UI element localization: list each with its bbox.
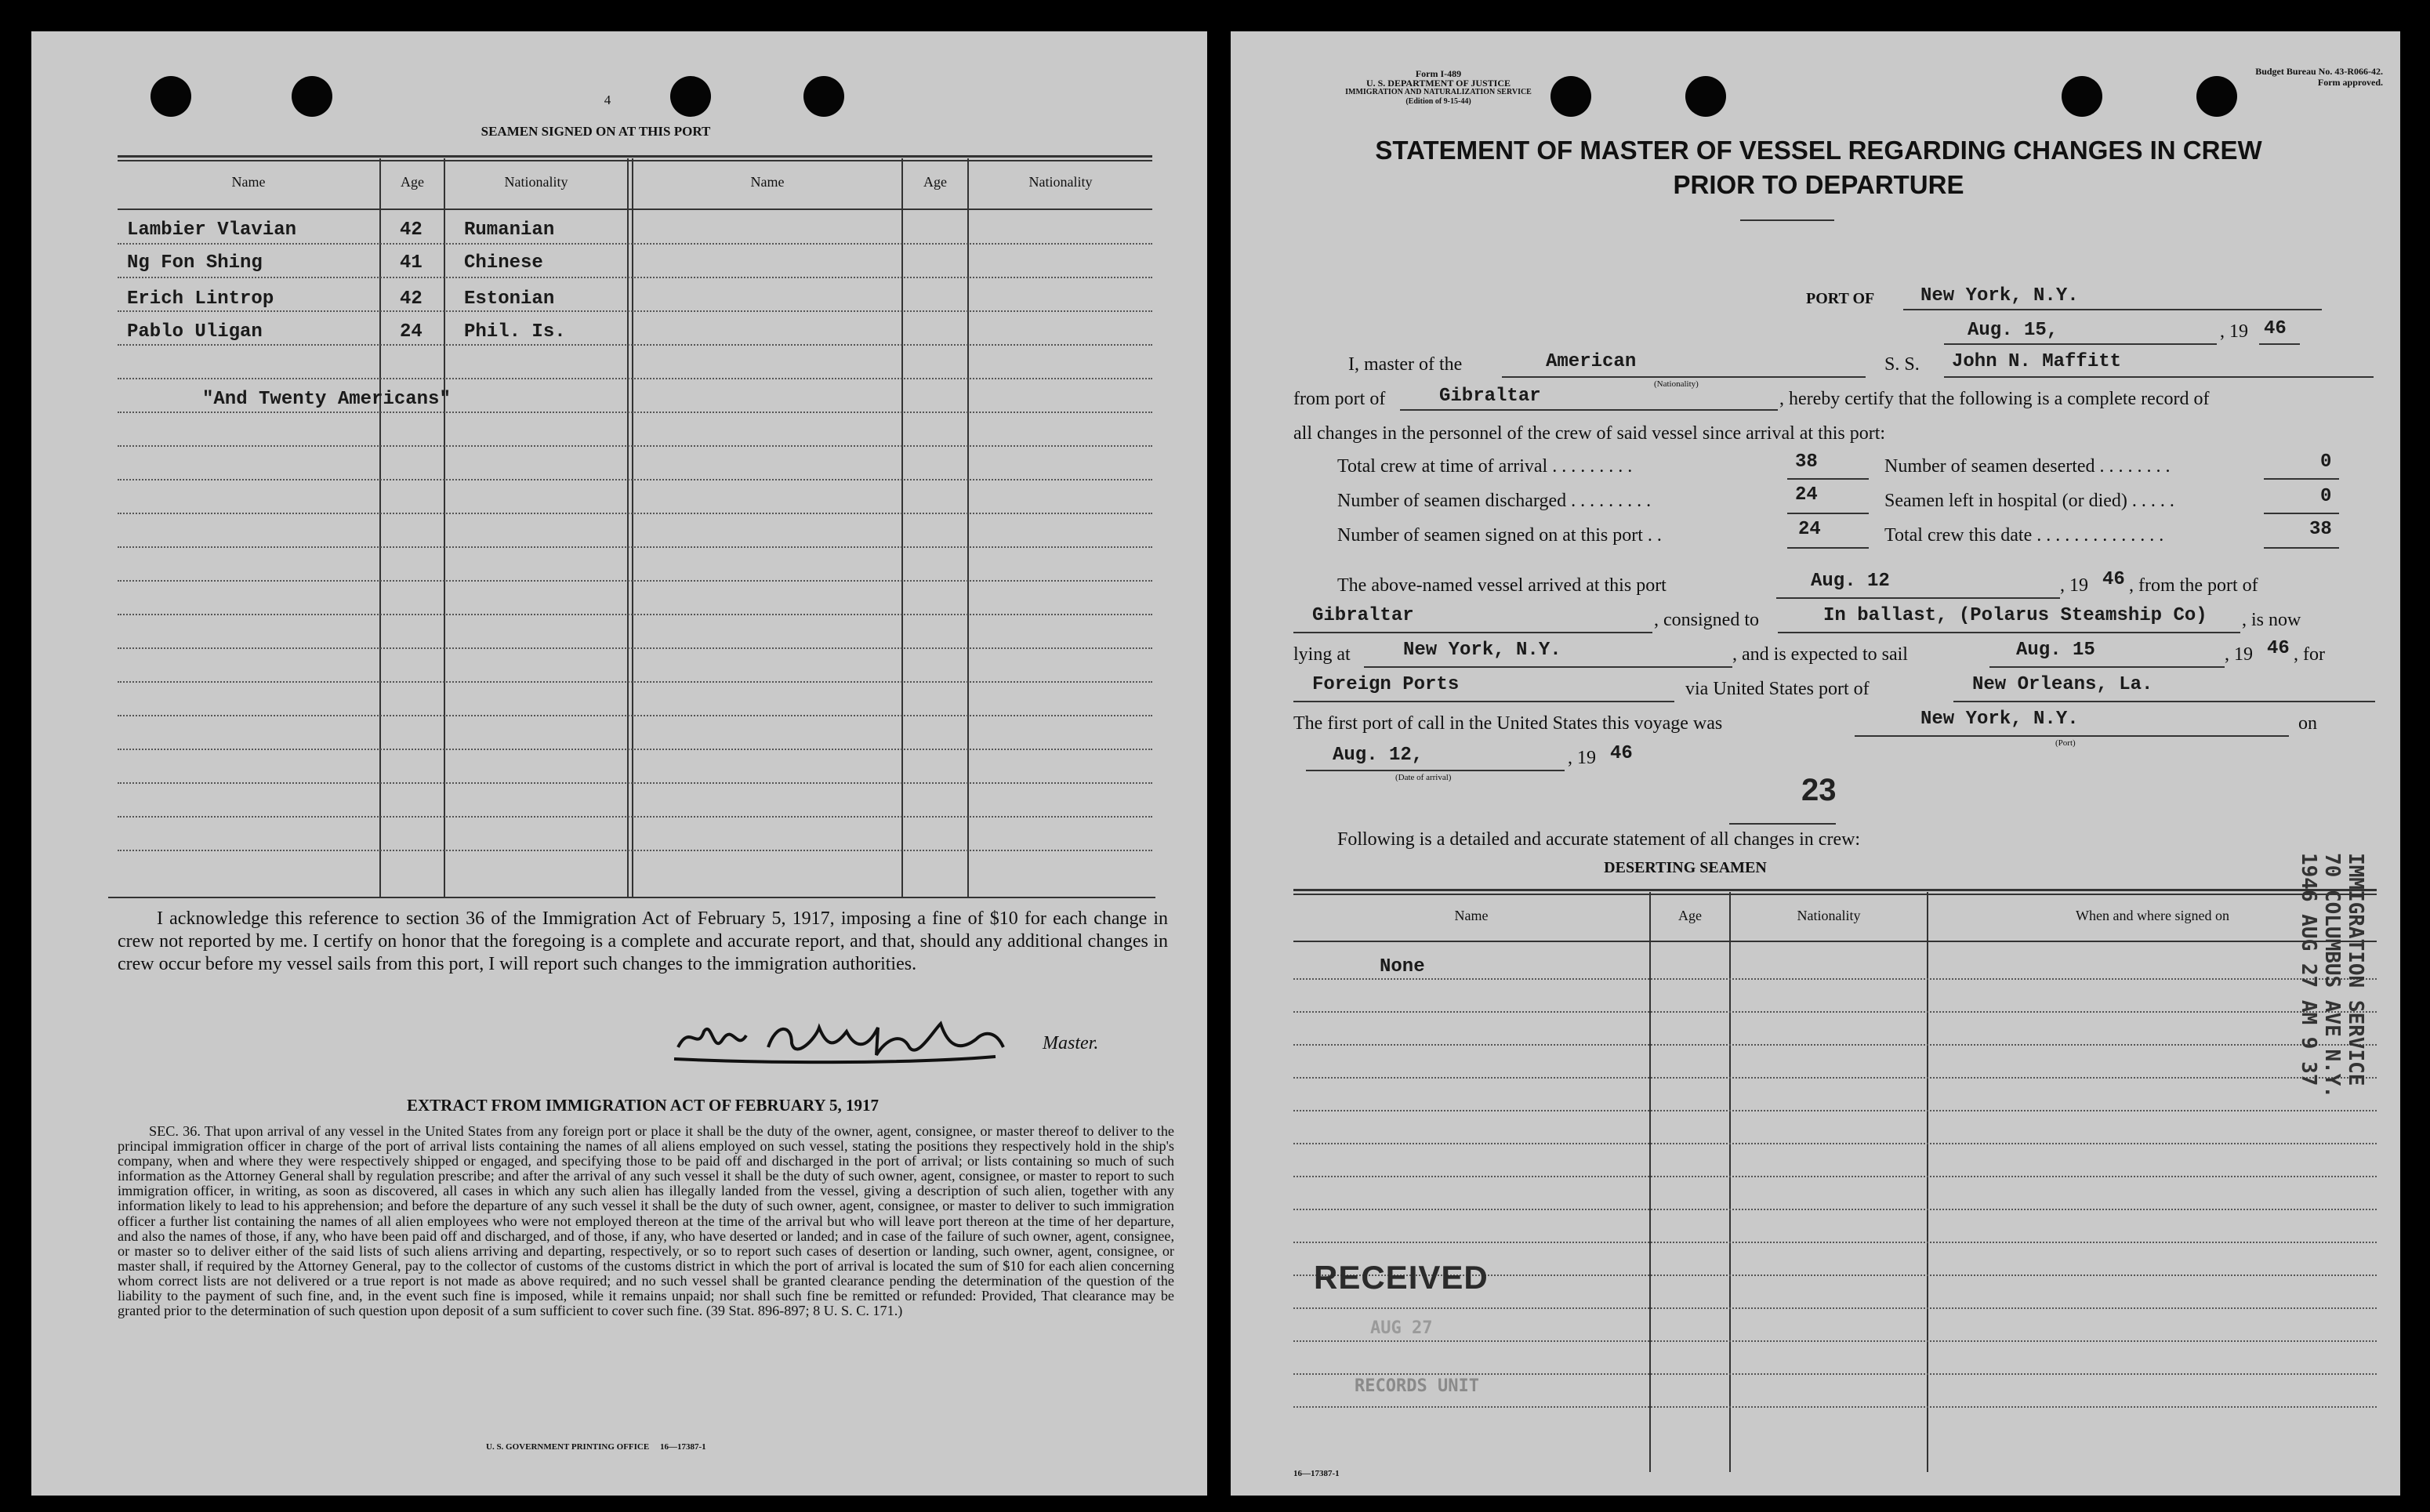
seaman-nationality: Rumanian xyxy=(464,219,555,241)
date-value: Aug. 15, xyxy=(1968,320,2058,341)
page-number: 4 xyxy=(604,92,611,107)
deserting-none: None xyxy=(1380,956,1425,977)
certify-text: , hereby certify that the following is a complete record of xyxy=(1779,389,2210,409)
arrived-label: The above-named vessel arrived at this port xyxy=(1337,575,1667,596)
destination-value: Foreign Ports xyxy=(1312,674,1460,695)
stat-value: 0 xyxy=(2320,486,2332,507)
arrival-date-value: Aug. 12, xyxy=(1333,745,1424,766)
extract-title: EXTRACT FROM IMMIGRATION ACT OF FEBRUARY 5, 1917 xyxy=(406,1096,880,1115)
extract-text: SEC. 36. That upon arrival of any vessel in the United States from any foreign port or place it shall be the duty of the owner, agent, consignee, or master thereof to deliver to the principal immigration officer in charge of the port of arrival lists containing the names of all aliens employed on such vessel, stating the positions they respectively hold in the ship's company, when and where they were respectively shipped or engaged, and specifying those to be paid off and discharged in the port of arrival; or lists containing so much of such information as the Attorney General shall by regulation prescribe; and after the arrival of any such vessel it shall be the duty of such owner, agent, consignee, or master to report to such immigration officer, in writing, as soon as discovered, all cases in which any such alien has illegally landed from the vessel, giving a description of such alien, together with any information likely to lead to his apprehension; and before the departure of any such vessel it shall be the duty of such owner, agent, consignee, or master to deliver to such immigration officer a further list containing the names of all alien employees who were not employed thereon at the time of the arrival but who will leave port thereon at the time of her departure, and also the names of those, if any, who have been paid off and discharged, and of those, if any, who have deserted or landed; and in case of the failure of such owner, agent, consignee, or master so to deliver either of the said lists of such aliens arriving and departing, respectively, or so to report such cases of desertion or landing, such owner, agent, consignee, or master shall, if required by the Attorney General, pay to the collector of customs of the customs district in which the port of arrival is located the sum of $10 for each alien concerning whom correct lists are not delivered or a true report is not made as above required; and no such vessel shall be granted clearance pending the determination of the question of the liability to the payment of such fine, and, in the event such fine is imposed, while it remains unpaid; nor shall such fine be remitted or refunded: Provided, That clearance may be granted prior to the determination of such question upon deposit of a sum sufficient to cover such fine. (39 Stat. 896-897; 8 U. S. C. 171.) xyxy=(118,1123,1174,1319)
ss-label: S. S. xyxy=(1884,354,1920,375)
seaman-nationality: Phil. Is. xyxy=(464,321,566,343)
form-header xyxy=(1309,69,1568,107)
form-number: Form I-489 xyxy=(1415,68,1462,79)
seaman-name: Pablo Uligan xyxy=(127,321,263,343)
title-line-1: STATEMENT OF MASTER OF VESSEL REGARDING CHANGES IN CREW xyxy=(1375,136,2262,165)
arrived-date: Aug. 12 xyxy=(1811,571,1890,592)
column-header-age: Age xyxy=(923,174,947,190)
deserting-title: DESERTING SEAMEN xyxy=(1604,859,1767,876)
section-title: SEAMEN SIGNED ON AT THIS PORT xyxy=(481,124,711,139)
first-port-value: New York, N.Y. xyxy=(1920,709,2079,730)
deserting-col-age: Age xyxy=(1678,908,1702,923)
nationality-value: American xyxy=(1546,351,1637,372)
seaman-age: 41 xyxy=(400,252,423,274)
seaman-name: Lambier Vlavian xyxy=(127,219,297,241)
seaman-nationality: Chinese xyxy=(464,252,543,274)
records-unit-stamp: RECORDS UNIT xyxy=(1355,1376,1479,1396)
stat-value: 0 xyxy=(2320,451,2332,473)
for-label: , for xyxy=(2294,644,2325,665)
printing-office: U. S. GOVERNMENT PRINTING OFFICE 16—17387-1 xyxy=(486,1442,706,1452)
stat-label: Number of seamen signed on at this port . . xyxy=(1337,525,1662,546)
stat-value: 24 xyxy=(1798,519,1821,540)
stat-label: Number of seamen discharged . . . . . . . . . xyxy=(1337,491,1652,511)
port-of-label: PORT OF xyxy=(1806,290,1875,307)
seaman-name: Erich Lintrop xyxy=(127,288,274,310)
department: U. S. DEPARTMENT OF JUSTICE xyxy=(1366,78,1511,89)
following-text: Following is a detailed and accurate statement of all changes in crew: xyxy=(1337,829,1861,850)
punch-hole xyxy=(803,76,844,117)
stamp-line: 1946 AUG 27 AM 9 37 xyxy=(2297,853,2320,1086)
column-header-nationality: Nationality xyxy=(504,174,568,190)
stat-value: 24 xyxy=(1795,484,1818,506)
deserting-col-name: Name xyxy=(1454,908,1489,923)
seaman-name: Ng Fon Shing xyxy=(127,252,263,274)
consigned-label: , consigned to xyxy=(1654,610,1759,630)
consigned-to-value: In ballast, (Polarus Steamship Co) xyxy=(1823,605,2207,626)
stat-value: 38 xyxy=(1795,451,1818,473)
punch-hole xyxy=(670,76,711,117)
arrived-year: 46 xyxy=(2102,569,2125,590)
arrived-from-value: Gibraltar xyxy=(1312,605,1414,626)
crew-note: "And Twenty Americans" xyxy=(202,389,451,410)
vessel-name: John N. Maffitt xyxy=(1952,351,2122,372)
nationality-caption: (Nationality) xyxy=(1654,379,1699,389)
form-title xyxy=(1293,133,2344,202)
master-signature xyxy=(666,1016,1011,1075)
stamp-line: IMMIGRATION SERVICE xyxy=(2344,853,2367,1086)
seaman-age: 42 xyxy=(400,219,423,241)
date-caption: (Date of arrival) xyxy=(1395,773,1452,782)
seaman-age: 24 xyxy=(400,321,423,343)
stat-label: Total crew at time of arrival . . . . . . . . . xyxy=(1337,456,1633,477)
column-header-nationality: Nationality xyxy=(1028,174,1093,190)
year-prefix: , 19 xyxy=(2220,321,2248,342)
punch-hole xyxy=(1685,76,1726,117)
seaman-nationality: Estonian xyxy=(464,288,555,310)
deserting-col-nationality: Nationality xyxy=(1797,908,1861,923)
is-now-label: , is now xyxy=(2242,610,2301,630)
budget-block xyxy=(2156,66,2383,88)
lying-at-label: lying at xyxy=(1293,644,1351,665)
stamp-line: 70 COLUMBUS AVE N.Y. xyxy=(2320,853,2344,1099)
seaman-age: 42 xyxy=(400,288,423,310)
port-caption: (Port) xyxy=(2055,738,2076,748)
year-value: 46 xyxy=(2264,318,2287,339)
sail-year: 46 xyxy=(2267,638,2290,659)
left-page xyxy=(31,31,1207,1496)
handwritten-number: 23 xyxy=(1801,773,1837,807)
budget-bureau: Budget Bureau No. 43-R066-42. xyxy=(2255,66,2383,77)
deserting-col-when-where: When and where signed on xyxy=(2076,908,2229,923)
from-port-value: Gibraltar xyxy=(1439,386,1541,407)
via-label: via United States port of xyxy=(1685,679,1870,699)
received-date: AUG 27 xyxy=(1370,1318,1433,1338)
expected-label: , and is expected to sail xyxy=(1732,644,1908,665)
received-stamp: RECEIVED xyxy=(1314,1259,1489,1296)
sail-date: Aug. 15 xyxy=(2016,640,2095,661)
first-port-label: The first port of call in the United States this voyage was xyxy=(1293,713,1723,734)
column-header-age: Age xyxy=(401,174,424,190)
port-of-value: New York, N.Y. xyxy=(1920,285,2079,306)
column-header-name: Name xyxy=(231,174,266,190)
via-port-value: New Orleans, La. xyxy=(1972,674,2153,695)
stat-value: 38 xyxy=(2309,519,2332,540)
punch-hole xyxy=(292,76,332,117)
master-label: Master. xyxy=(1043,1033,1099,1053)
master-of-the-label: I, master of the xyxy=(1348,354,1463,375)
punch-hole xyxy=(151,76,191,117)
service: IMMIGRATION AND NATURALIZATION SERVICE xyxy=(1345,88,1532,96)
immigration-date-stamp xyxy=(2250,853,2383,1135)
lying-at-value: New York, N.Y. xyxy=(1403,640,1561,661)
right-page: Form I-489 U. S. DEPARTMENT OF JUSTICE IMMIGRATION AND NATURALIZATION SERVICE (Edition of 9-15-44) Budget Bureau No. 43-R066-42. Form approved. STATEMENT OF MASTER OF VESSEL REGARDING CHANGES IN CREW PRIOR TO DEPARTURE PORT OF New York, N.Y. Aug. 15, , 19 46 I, master of the American (Nationality) S. S. John N. Maffitt from port of Gibraltar , hereby certify that the following is a complete record of all changes in the personnel of the crew of said vessel since arrival at this port: Total crew at time of arrival . . . . . . . . . 38 Number of seamen deserted . . . . . . . . 0 Number of seamen discharged . . . . . . . . . 24 Seamen left in hospital (or died) . . . . . 0 Number of seamen signed on at this port . . 24 Total crew this date . . . . . . . . . . . . . . 38 The above-named vessel arrived at this port Aug. 12 , 19 46 , from the port of Gibraltar , consigned to In ballast, (Polarus Steamship Co) , is now lying at New York, N.Y. , and is expected to sail Aug. 15 , 19 46 , for Foreign Ports via United States port of New Orleans, La. The first port of call in the United States this voyage was New York, N.Y. on (Port) Aug. 12, , 19 46 (Date of arrival) 23 Following is a detailed and accurate statement of all changes in crew: DESERTING SEAMEN Name Age Nationality When and where signed on None IMMIGRATION SERVICE 70 COLUMBUS AVE N.Y. 1946 AUG 27 AM 9 37 RECEIVED AUG 27 RECORDS UNIT 16—17387-1 xyxy=(1231,31,2400,1496)
from-the-port-label: , from the port of xyxy=(2129,575,2258,596)
stat-label: Total crew this date . . . . . . . . . . . . . . xyxy=(1884,525,2164,546)
stat-label: Number of seamen deserted . . . . . . . . xyxy=(1884,456,2171,477)
on-label: on xyxy=(2298,713,2317,734)
edition: (Edition of 9-15-44) xyxy=(1405,97,1471,106)
form-approved: Form approved. xyxy=(2317,77,2383,88)
acknowledgement-text: I acknowledge this reference to section 36 of the Immigration Act of February 5, 1917, imposing a fine of $10 for each change in crew not reported by me. I certify on honor that the foregoing is a complete and accurate report, and that, should any additional changes in crew occur before my vessel sails from this port, I will report such changes to the immigration authorities. xyxy=(118,908,1168,974)
stat-label: Seamen left in hospital (or died) . . . . . xyxy=(1884,491,2174,511)
from-port-label: from port of xyxy=(1293,389,1386,409)
column-header-name: Name xyxy=(750,174,785,190)
punch-hole xyxy=(2062,76,2102,117)
arrival-year-value: 46 xyxy=(1610,743,1633,764)
certify-text-2: all changes in the personnel of the crew of said vessel since arrival at this port: xyxy=(1293,423,1886,444)
title-line-2: PRIOR TO DEPARTURE xyxy=(1673,170,1964,199)
footer-number: 16—17387-1 xyxy=(1293,1469,1340,1478)
